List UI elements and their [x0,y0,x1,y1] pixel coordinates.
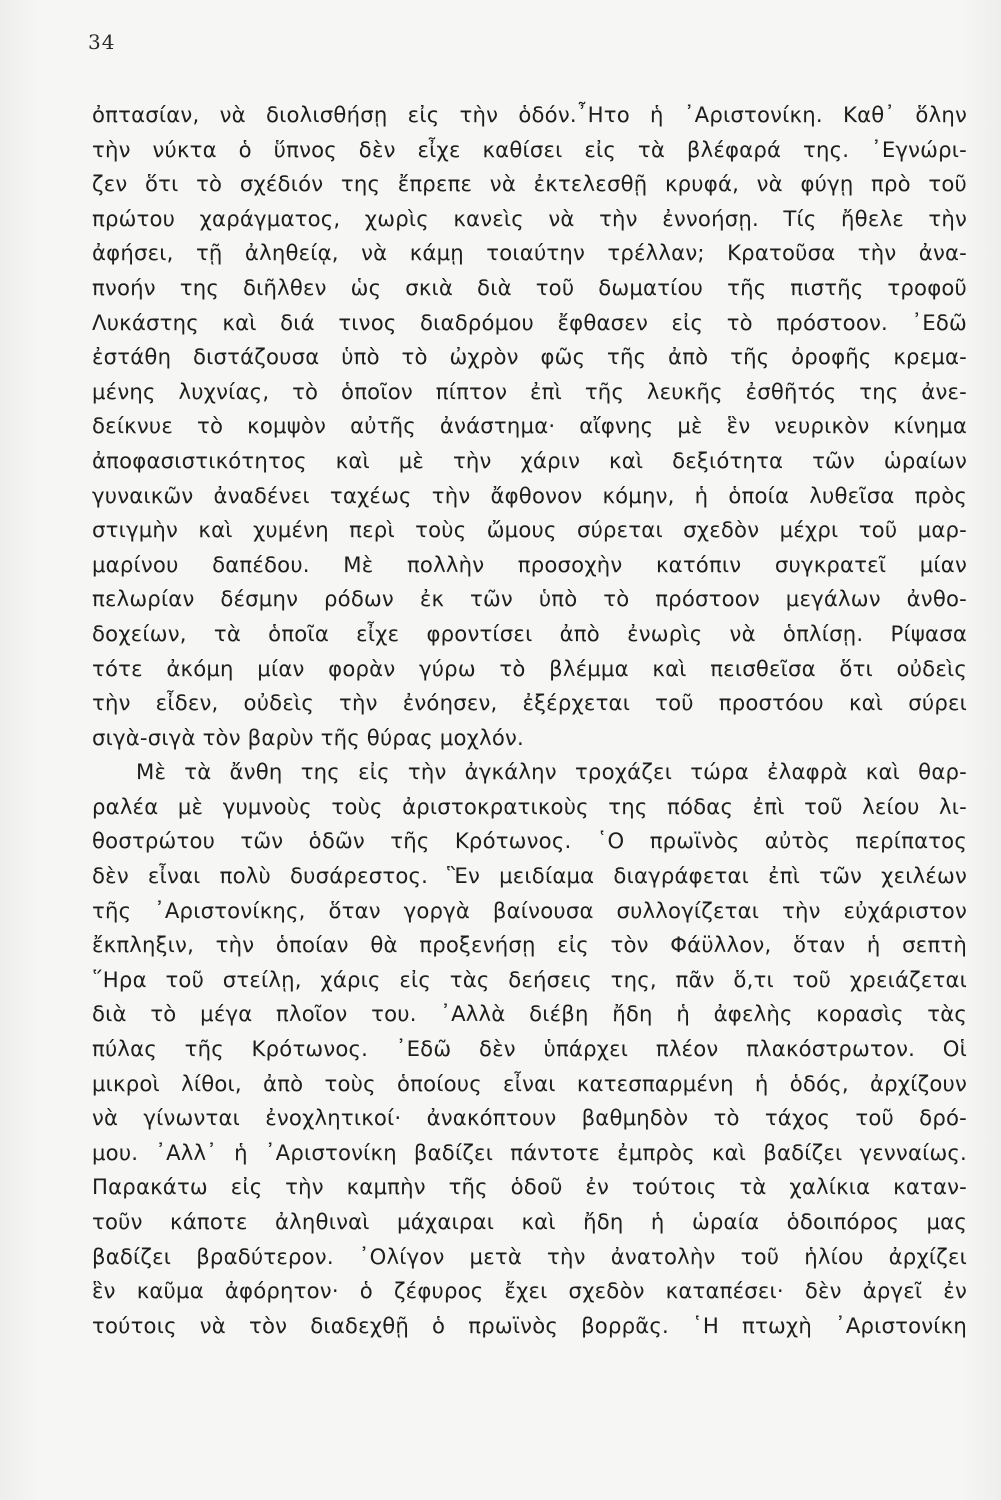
text-line: στιγμὴν καὶ χυμένη περὶ τοὺς ὤμους σύρεται σχεδὸν μέχρι τοῦ μαρ- [92,517,967,543]
text-line: ἓν καῦμα ἀφόρητον· ὁ ζέφυρος ἔχει σχεδὸν καταπέσει· δὲν ἀργεῖ ἐν [92,1278,967,1304]
text-line: μου. ᾿Αλλ᾿ ἡ ᾿Αριστονίκη βαδίζει πάντοτε ἐμπρὸς καὶ βαδίζει γενναίως. [92,1139,967,1165]
text-line: τὴν νύκτα ὁ ὕπνος δὲν εἶχε καθίσει εἰς τὰ βλέφαρά της. ᾿Εγνώρι- [92,136,967,162]
text-line: πρώτου χαράγματος, χωρὶς κανεὶς νὰ τὴν ἐννοήσῃ. Τίς ἤθελε τὴν [92,205,967,231]
text-line: δείκνυε τὸ κομψὸν αὐτῆς ἀνάστημα· αἴφνης μὲ ἓν νευρικὸν κίνημα [92,413,967,439]
text-line: πνοήν της διῆλθεν ὡς σκιὰ διὰ τοῦ δωματίου τῆς πιστῆς τροφοῦ [92,274,967,300]
text-line: ὀπτασίαν, νὰ διολισθήσῃ εἰς τὴν ὁδόν.῏Ητο ἡ ᾿Αριστονίκη. Καθ᾿ ὅλην [92,102,967,127]
text-line: μένης λυχνίας, τὸ ὁποῖον πίπτον ἐπὶ τῆς λευκῆς ἐσθῆτός της ἀνε- [92,378,967,404]
text-line: βαδίζει βραδύτερον. ᾿Ολίγον μετὰ τὴν ἀνατολὴν τοῦ ἡλίου ἀρχίζει [92,1243,967,1269]
text-line: τότε ἀκόμη μίαν φορὰν γύρω τὸ βλέμμα καὶ πεισθεῖσα ὅτι οὐδεὶς [92,655,967,681]
text-line: πύλας τῆς Κρότωνος. ᾿Εδῶ δὲν ὑπάρχει πλέον πλακόστρωτον. Οἱ [92,1036,967,1062]
text-line: ἐστάθη διστάζουσα ὑπὸ τὸ ὠχρὸν φῶς τῆς ἀπὸ τῆς ὀροφῆς κρεμα- [92,344,967,370]
text-line: τῆς ᾿Αριστονίκης, ὅταν γοργὰ βαίνουσα συλλογίζεται τὴν εὐχάριστον [92,897,967,923]
text-line: γυναικῶν ἀναδένει ταχέως τὴν ἄφθονον κόμην, ἡ ὁποία λυθεῖσα πρὸς [92,482,967,508]
text-line: δοχείων, τὰ ὁποῖα εἶχε φροντίσει ἀπὸ ἐνωρὶς νὰ ὁπλίσῃ. Ρίψασα [92,620,967,646]
paragraph-start-line: Μὲ τὰ ἄνθη της εἰς τὴν ἀγκάλην τροχάζει τώρα ἐλαφρὰ καὶ θαρ- [136,759,967,785]
text-line: ἀφήσει, τῇ ἀληθείᾳ, νὰ κάμῃ τοιαύτην τρέλλαν; Κρατοῦσα τὴν ἀνα- [92,240,967,266]
paragraph-end-line: σιγὰ-σιγὰ τὸν βαρὺν τῆς θύρας μοχλόν. [92,724,524,750]
text-line: Λυκάστης καὶ διά τινος διαδρόμου ἔφθασεν εἰς τὸ πρόστοον. ᾿Εδῶ [92,309,967,335]
text-line: ραλέα μὲ γυμνοὺς τοὺς ἀριστοκρατικοὺς της πόδας ἐπὶ τοῦ λείου λι- [92,793,967,819]
text-line: ἀποφασιστικότητος καὶ μὲ τὴν χάριν καὶ δεξιότητα τῶν ὡραίων [92,447,967,473]
text-line: μικροὶ λίθοι, ἀπὸ τοὺς ὁποίους εἶναι κατεσπαρμένη ἡ ὁδός, ἀρχίζουν [92,1070,967,1096]
text-line: τὴν εἶδεν, οὐδεὶς τὴν ἐνόησεν, ἐξέρχεται τοῦ προστόου καὶ σύρει [92,690,967,716]
page-number: 34 [88,30,116,54]
text-line: θοστρώτου τῶν ὁδῶν τῆς Κρότωνος. ῾Ο πρωϊνὸς αὐτὸς περίπατος [92,828,967,854]
text-line: δὲν εἶναι πολὺ δυσάρεστος. Ἓν μειδίαμα διαγράφεται ἐπὶ τῶν χειλέων [92,863,967,889]
text-line: ῞Ηρα τοῦ στείλῃ, χάρις εἰς τὰς δεήσεις της, πᾶν ὅ,τι τοῦ χρειάζεται [92,966,967,992]
text-line: τούτοις νὰ τὸν διαδεχθῇ ὁ πρωϊνὸς βορρᾶς. ῾Η πτωχὴ ᾿Αριστονίκη [92,1312,967,1338]
text-line: μαρίνου δαπέδου. Μὲ πολλὴν προσοχὴν κατόπιν συγκρατεῖ μίαν [92,551,967,577]
body-text [92,98,967,1378]
text-line: νὰ γίνωνται ἐνοχλητικοί· ἀνακόπτουν βαθμηδὸν τὸ τάχος τοῦ δρό- [92,1105,967,1131]
text-line: διὰ τὸ μέγα πλοῖον του. ᾿Αλλὰ διέβη ἤδη ἡ ἀφελὴς κορασὶς τὰς [92,1001,967,1027]
text-line: πελωρίαν δέσμην ρόδων ἐκ τῶν ὑπὸ τὸ πρόστοον μεγάλων ἀνθο- [92,586,967,612]
text-line: ἔκπληξιν, τὴν ὁποίαν θὰ προξενήσῃ εἰς τὸν Φάϋλλον, ὅταν ἡ σεπτὴ [92,932,967,958]
text-line: τοῦν κάποτε ἀληθιναὶ μάχαιραι καὶ ἤδη ἡ ὡραία ὁδοιπόρος μας [92,1209,967,1234]
text-line: Παρακάτω εἰς τὴν καμπὴν τῆς ὁδοῦ ἐν τούτοις τὰ χαλίκια καταν- [92,1174,967,1200]
text-line [92,1343,967,1378]
text-line: ζεν ὅτι τὸ σχέδιόν της ἔπρεπε νὰ ἐκτελεσθῇ κρυφά, νὰ φύγῃ πρὸ τοῦ [92,171,967,197]
